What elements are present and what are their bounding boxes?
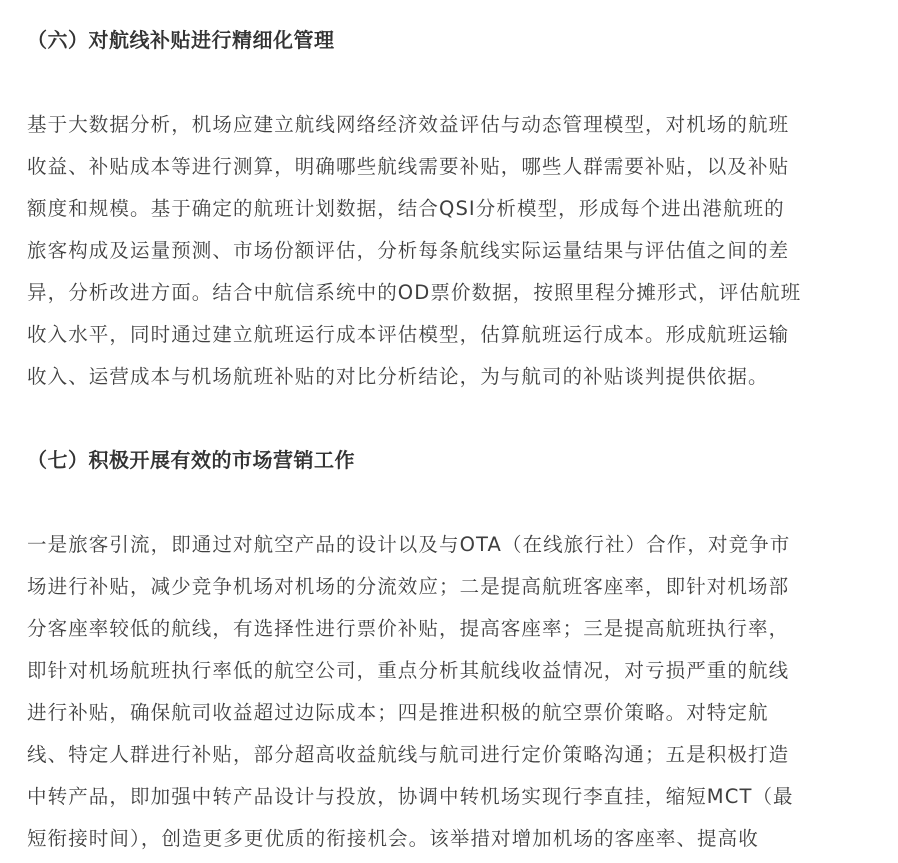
paragraph-line: 进行补贴，确保航司收益超过边际成本；四是推进积极的航空票价策略。对特定航 (27, 701, 769, 724)
paragraph-line: 中转产品，即加强中转产品设计与投放，协调中转机场实现行李直挂，缩短MCT（最 (27, 785, 794, 808)
paragraph-line: 场进行补贴，减少竞争机场对机场的分流效应；二是提高航班客座率，即针对机场部 (27, 575, 790, 598)
paragraph-line: 即针对机场航班执行率低的航空公司，重点分析其航线收益情况，对亏损严重的航线 (27, 659, 790, 682)
paragraph-line: 旅客构成及运量预测、市场份额评估，分析每条航线实际运量结果与评估值之间的差 (27, 239, 790, 262)
paragraph-line: 分客座率较低的航线，有选择性进行票价补贴，提高客座率；三是提高航班执行率， (27, 617, 790, 640)
section-paragraph (27, 524, 873, 860)
paragraph-line: 收入水平，同时通过建立航班运行成本评估模型，估算航班运行成本。形成航班运输 (27, 323, 790, 346)
paragraph-line: 收入、运营成本与机场航班补贴的对比分析结论，为与航司的补贴谈判提供依据。 (27, 365, 769, 388)
paragraph-line: 短衔接时间），创造更多更优质的衔接机会。该举措对增加机场的客座率、提高收 (27, 827, 759, 850)
paragraph-line: 收益、补贴成本等进行测算，明确哪些航线需要补贴，哪些人群需要补贴，以及补贴 (27, 155, 790, 178)
section-heading: （六）对航线补贴进行精细化管理 (27, 28, 335, 52)
paragraph-line: 一是旅客引流，即通过对航空产品的设计以及与OTA（在线旅行社）合作，对竞争市 (27, 533, 791, 556)
paragraph-line: 线、特定人群进行补贴，部分超高收益航线与航司进行定价策略沟通；五是积极打造 (27, 743, 790, 766)
paragraph-line: 基于大数据分析，机场应建立航线网络经济效益评估与动态管理模型，对机场的航班 (27, 113, 790, 136)
paragraph-line: 异，分析改进方面。结合中航信系统中的OD票价数据，按照里程分摊形式，评估航班 (27, 281, 802, 304)
paragraph-line: 额度和规模。基于确定的航班计划数据，结合QSI分析模型，形成每个进出港航班的 (27, 197, 785, 220)
section-heading: （七）积极开展有效的市场营销工作 (27, 448, 355, 472)
section-paragraph (27, 104, 873, 398)
